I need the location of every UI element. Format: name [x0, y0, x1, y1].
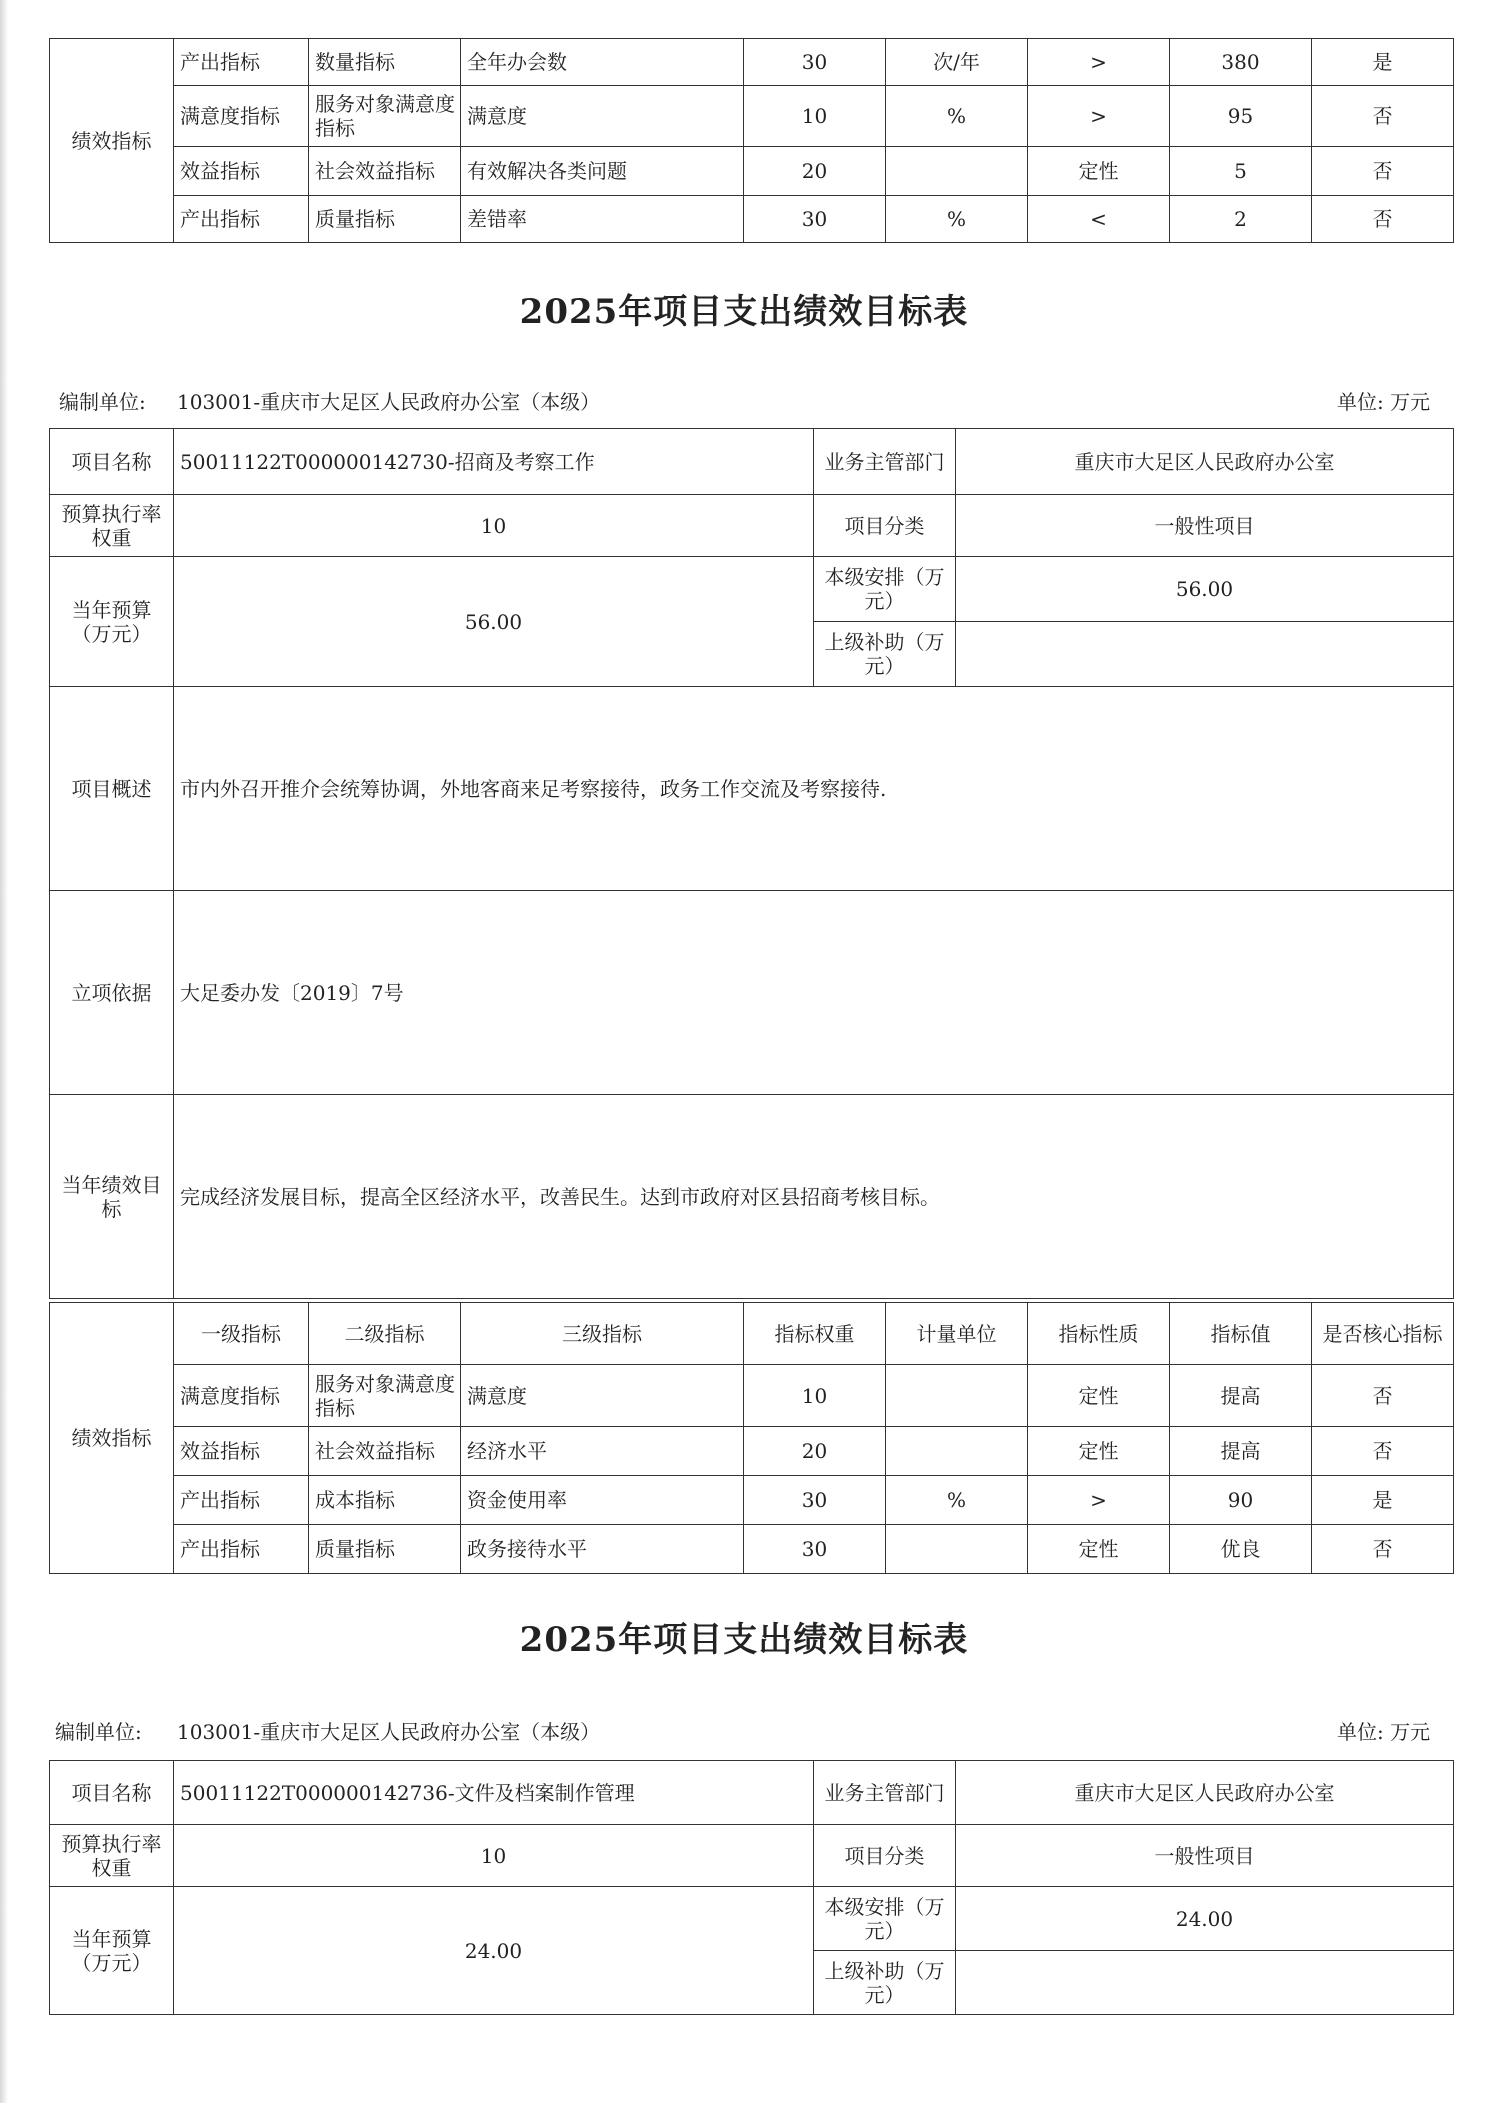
form1-org-value: 103001-重庆市大足区人民政府办公室（本级） [177, 390, 601, 414]
basis-value: 大足委办发〔2019〕7号 [174, 891, 1454, 1095]
project-name-value: 50011122T000000142730-招商及考察工作 [174, 429, 814, 495]
col-header: 指标值 [1170, 1303, 1312, 1365]
upper-label: 上级补助（万元） [814, 622, 956, 687]
value-cell: 2 [1170, 196, 1312, 243]
l3-cell: 满意度 [461, 1365, 744, 1427]
dept-label: 业务主管部门 [814, 1761, 956, 1825]
budget-value: 56.00 [174, 557, 814, 687]
col-header: 指标权重 [744, 1303, 886, 1365]
perf-label: 绩效指标 [50, 1303, 174, 1574]
unit-cell [886, 1427, 1028, 1476]
l1-cell: 效益指标 [174, 147, 309, 196]
l3-cell: 满意度 [461, 86, 744, 147]
weight-cell: 30 [744, 39, 886, 86]
exec-rate-label: 预算执行率权重 [50, 495, 174, 557]
budget-value: 24.00 [174, 1887, 814, 2015]
form1-title: 2025年项目支出绩效目标表 [519, 292, 969, 332]
nature-cell: 定性 [1028, 1365, 1170, 1427]
weight-cell: 30 [744, 1476, 886, 1525]
nature-cell: > [1028, 86, 1170, 147]
value-cell: 95 [1170, 86, 1312, 147]
dept-label: 业务主管部门 [814, 429, 956, 495]
project-name-value: 50011122T000000142736-文件及档案制作管理 [174, 1761, 814, 1825]
l1-cell: 效益指标 [174, 1427, 309, 1476]
form2-org-label: 编制单位: [55, 1720, 142, 1744]
l1-cell: 产出指标 [174, 1476, 309, 1525]
col-header: 指标性质 [1028, 1303, 1170, 1365]
weight-cell: 30 [744, 1525, 886, 1574]
l1-cell: 产出指标 [174, 1525, 309, 1574]
overview-label: 项目概述 [50, 687, 174, 891]
form2-header-table [49, 1760, 1454, 2015]
nature-cell: < [1028, 196, 1170, 243]
core-cell: 否 [1312, 1525, 1454, 1574]
l2-cell: 服务对象满意度指标 [309, 1365, 461, 1427]
core-cell: 否 [1312, 1427, 1454, 1476]
form2-org-value: 103001-重庆市大足区人民政府办公室（本级） [177, 1720, 601, 1744]
upper-label: 上级补助（万元） [814, 1951, 956, 2015]
l2-cell: 数量指标 [309, 39, 461, 86]
form1-unit-label: 单位: 万元 [1337, 390, 1431, 414]
unit-cell: 次/年 [886, 39, 1028, 86]
basis-label: 立项依据 [50, 891, 174, 1095]
core-cell: 否 [1312, 1365, 1454, 1427]
nature-cell: > [1028, 39, 1170, 86]
goal-label: 当年绩效目标 [50, 1095, 174, 1299]
goal-value: 完成经济发展目标，提高全区经济水平，改善民生。达到市政府对区县招商考核目标。 [174, 1095, 1454, 1299]
core-cell: 否 [1312, 86, 1454, 147]
col-header: 计量单位 [886, 1303, 1028, 1365]
l1-cell: 满意度指标 [174, 1365, 309, 1427]
project-name-label: 项目名称 [50, 429, 174, 495]
value-cell: 90 [1170, 1476, 1312, 1525]
local-label: 本级安排（万元） [814, 1887, 956, 1951]
col-header: 二级指标 [309, 1303, 461, 1365]
value-cell: 提高 [1170, 1427, 1312, 1476]
l2-cell: 成本指标 [309, 1476, 461, 1525]
overview-value: 市内外召开推介会统筹协调，外地客商来足考察接待，政务工作交流及考察接待. [174, 687, 1454, 891]
value-cell: 5 [1170, 147, 1312, 196]
l2-cell: 服务对象满意度指标 [309, 86, 461, 147]
form2-title: 2025年项目支出绩效目标表 [519, 1620, 969, 1660]
l2-cell: 质量指标 [309, 1525, 461, 1574]
l2-cell: 社会效益指标 [309, 1427, 461, 1476]
local-value: 24.00 [956, 1887, 1454, 1951]
col-header: 一级指标 [174, 1303, 309, 1365]
core-cell: 是 [1312, 1476, 1454, 1525]
category-label: 项目分类 [814, 1825, 956, 1887]
l3-cell: 资金使用率 [461, 1476, 744, 1525]
l3-cell: 政务接待水平 [461, 1525, 744, 1574]
form2-unit-label: 单位: 万元 [1337, 1720, 1431, 1744]
weight-cell: 10 [744, 1365, 886, 1427]
nature-cell: 定性 [1028, 1427, 1170, 1476]
l1-cell: 满意度指标 [174, 86, 309, 147]
weight-cell: 10 [744, 86, 886, 147]
unit-cell: % [886, 86, 1028, 147]
nature-cell: > [1028, 1476, 1170, 1525]
nature-cell: 定性 [1028, 1525, 1170, 1574]
unit-cell [886, 1365, 1028, 1427]
l2-cell: 社会效益指标 [309, 147, 461, 196]
l3-cell: 经济水平 [461, 1427, 744, 1476]
exec-rate-label: 预算执行率权重 [50, 1825, 174, 1887]
local-value: 56.00 [956, 557, 1454, 622]
l3-cell: 差错率 [461, 196, 744, 243]
col-header: 是否核心指标 [1312, 1303, 1454, 1365]
project-name-label: 项目名称 [50, 1761, 174, 1825]
unit-cell: % [886, 196, 1028, 243]
value-cell: 380 [1170, 39, 1312, 86]
dept-value: 重庆市大足区人民政府办公室 [956, 429, 1454, 495]
unit-cell [886, 147, 1028, 196]
l3-cell: 有效解决各类问题 [461, 147, 744, 196]
local-label: 本级安排（万元） [814, 557, 956, 622]
l1-cell: 产出指标 [174, 39, 309, 86]
weight-cell: 20 [744, 1427, 886, 1476]
category-label: 项目分类 [814, 495, 956, 557]
exec-rate-value: 10 [174, 1825, 814, 1887]
form1-org-label: 编制单位: [59, 390, 146, 414]
weight-cell: 20 [744, 147, 886, 196]
budget-label: 当年预算（万元） [50, 557, 174, 687]
dept-value: 重庆市大足区人民政府办公室 [956, 1761, 1454, 1825]
top-fragment-table [49, 38, 1454, 243]
unit-cell: % [886, 1476, 1028, 1525]
value-cell: 提高 [1170, 1365, 1312, 1427]
col-header: 三级指标 [461, 1303, 744, 1365]
unit-cell [886, 1525, 1028, 1574]
core-cell: 是 [1312, 39, 1454, 86]
budget-label: 当年预算（万元） [50, 1887, 174, 2015]
upper-value [956, 622, 1454, 687]
l3-cell: 全年办会数 [461, 39, 744, 86]
l1-cell: 产出指标 [174, 196, 309, 243]
upper-value [956, 1951, 1454, 2015]
exec-rate-value: 10 [174, 495, 814, 557]
nature-cell: 定性 [1028, 147, 1170, 196]
perf-group-label: 绩效指标 [50, 39, 174, 243]
weight-cell: 30 [744, 196, 886, 243]
category-value: 一般性项目 [956, 1825, 1454, 1887]
core-cell: 否 [1312, 196, 1454, 243]
form1-header-table [49, 428, 1454, 1299]
value-cell: 优良 [1170, 1525, 1312, 1574]
core-cell: 否 [1312, 147, 1454, 196]
category-value: 一般性项目 [956, 495, 1454, 557]
l2-cell: 质量指标 [309, 196, 461, 243]
form1-perf-table [49, 1302, 1454, 1574]
